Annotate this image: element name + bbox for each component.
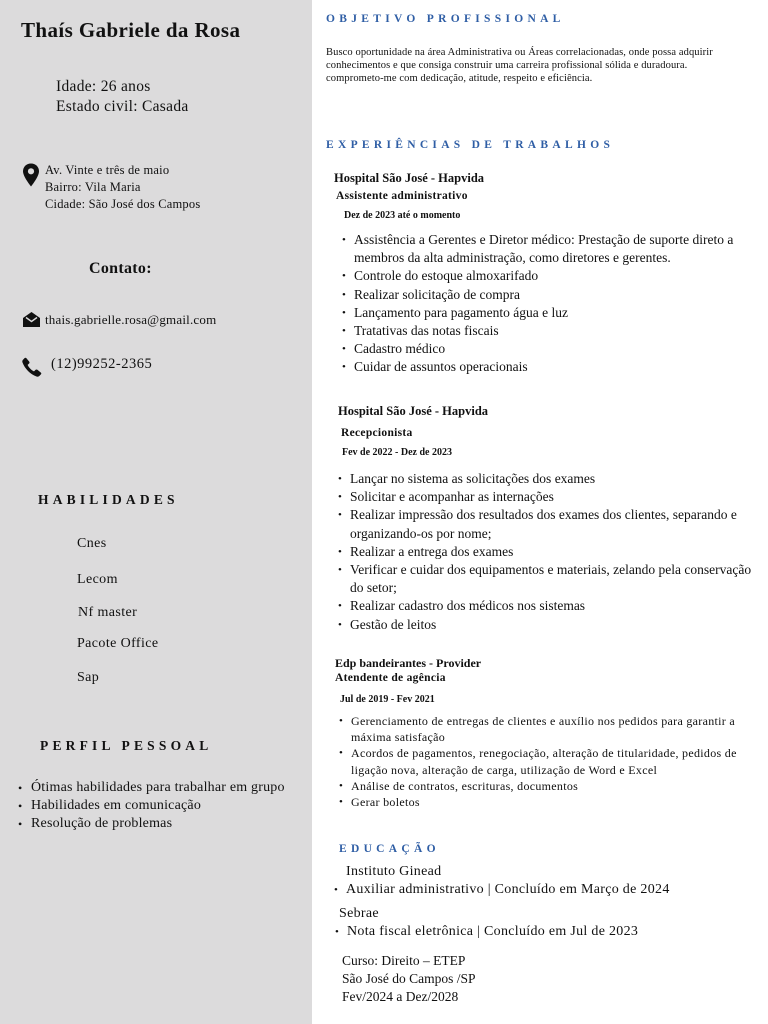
experience-heading: EXPERIÊNCIAS DE TRABALHOS: [326, 139, 615, 151]
list-item: • Verificar e cuidar dos equipamentos e materiais, zelando pela conservação do setor;: [338, 561, 762, 597]
objective-text: Busco oportunidade na área Administrativa ou Áreas correlacionadas, onde possa adquirir conhecimentos e que consiga construir uma carreira profissional sólida e duradoura. comprometo-me com dedicação, atitude, respeito e eficiência.: [326, 47, 713, 84]
course-location: São José do Campos /SP: [342, 971, 476, 986]
education-item: [334, 882, 670, 898]
course-period: Fev/2024 a Dez/2028: [342, 989, 459, 1004]
list-item: • Gestão de leitos: [338, 616, 762, 634]
job-company: Hospital São José - Hapvida: [338, 404, 489, 418]
objective-heading: OBJETIVO PROFISSIONAL: [326, 13, 565, 25]
skill-item: Lecom: [77, 572, 118, 587]
bullet-icon: •: [334, 884, 339, 896]
list-item: • Gerar boletos: [339, 794, 763, 810]
list-item: • Cuidar de assuntos operacionais: [342, 358, 762, 376]
age: Idade: 26 anos: [56, 78, 151, 95]
skill-item: Pacote Office: [77, 636, 159, 651]
marital-status: Estado civil: Casada: [56, 98, 189, 115]
list-item: • Gerenciamento de entregas de clientes e auxílio nos pedidos para garantir a máxima satisfação: [339, 713, 763, 745]
email-link[interactable]: thais.gabrielle.rosa@gmail.com: [45, 312, 217, 327]
job-company: Hospital São José - Hapvida: [334, 171, 485, 185]
bullet-icon: •: [335, 926, 340, 938]
list-item: • Acordos de pagamentos, renegociação, alteração de titularidade, pedidos de ligação nova, alteração de carga, utilização de Word e Excel: [339, 745, 763, 777]
course-info: [342, 952, 476, 1006]
job-period: Jul de 2019 - Fev 2021: [340, 694, 435, 705]
skill-item: Cnes: [77, 536, 107, 551]
education-institution: Sebrae: [339, 906, 379, 921]
profile-heading: PERFIL PESSOAL: [40, 738, 213, 753]
job-role: Assistente administrativo: [336, 190, 468, 202]
skills-heading: HABILIDADES: [38, 492, 179, 507]
job-role: Recepcionista: [341, 427, 413, 439]
job-role: Atendente de agência: [335, 672, 446, 684]
list-item: • Ótimas habilidades para trabalhar em grupo: [18, 779, 308, 797]
job-tasks: [338, 470, 762, 634]
education-item-text: Auxiliar administrativo | Concluído em Março de 2024: [346, 882, 670, 897]
envelope-icon: [22, 311, 41, 328]
list-item: • Cadastro médico: [342, 340, 762, 358]
job-company: Edp bandeirantes - Provider: [335, 656, 482, 670]
list-item: • Controle do estoque almoxarifado: [342, 267, 762, 285]
list-item: • Lançar no sistema as solicitações dos exames: [338, 470, 762, 488]
list-item: • Assistência a Gerentes e Diretor médico: Prestação de suporte direto a membros da alta administração, como diretores e gerentes.: [342, 231, 762, 267]
education-institution: Instituto Ginead: [346, 864, 442, 879]
list-item: • Análise de contratos, escrituras, documentos: [339, 778, 763, 794]
list-item: • Lançamento para pagamento água e luz: [342, 304, 762, 322]
job-tasks: [342, 231, 762, 377]
profile-list: [18, 779, 308, 833]
address-street: Av. Vinte e três de maio: [45, 163, 170, 177]
phone-number[interactable]: (12)99252-2365: [51, 356, 153, 372]
skill-item: Nf master: [78, 605, 138, 620]
education-item-text: Nota fiscal eletrônica | Concluído em Jul de 2023: [347, 924, 639, 939]
skill-item: Sap: [77, 670, 100, 685]
education-item: [335, 924, 638, 940]
list-item: • Realizar cadastro dos médicos nos sistemas: [338, 597, 762, 615]
phone-icon: [22, 357, 42, 377]
address-district: Bairro: Vila Maria: [45, 180, 141, 194]
location-pin-icon: [22, 163, 40, 187]
address: [45, 162, 200, 213]
contact-heading: Contato:: [89, 260, 152, 277]
list-item: • Resolução de problemas: [18, 815, 308, 833]
address-city: Cidade: São José dos Campos: [45, 197, 201, 211]
job-period: Dez de 2023 até o momento: [344, 210, 461, 221]
list-item: • Habilidades em comunicação: [18, 797, 308, 815]
job-tasks: [339, 713, 763, 810]
job-period: Fev de 2022 - Dez de 2023: [342, 447, 452, 458]
sidebar: [0, 0, 312, 1024]
list-item: • Tratativas das notas fiscais: [342, 322, 762, 340]
course-name: Curso: Direito – ETEP: [342, 953, 466, 968]
candidate-name: Thaís Gabriele da Rosa: [21, 18, 241, 42]
list-item: • Realizar a entrega dos exames: [338, 543, 762, 561]
education-heading: EDUCAÇÃO: [339, 843, 440, 855]
list-item: • Realizar impressão dos resultados dos exames dos clientes, separando e organizando-os por nome;: [338, 506, 762, 542]
list-item: • Realizar solicitação de compra: [342, 286, 762, 304]
main-content: [312, 0, 768, 1024]
list-item: • Solicitar e acompanhar as internações: [338, 488, 762, 506]
personal-info: [56, 77, 189, 117]
